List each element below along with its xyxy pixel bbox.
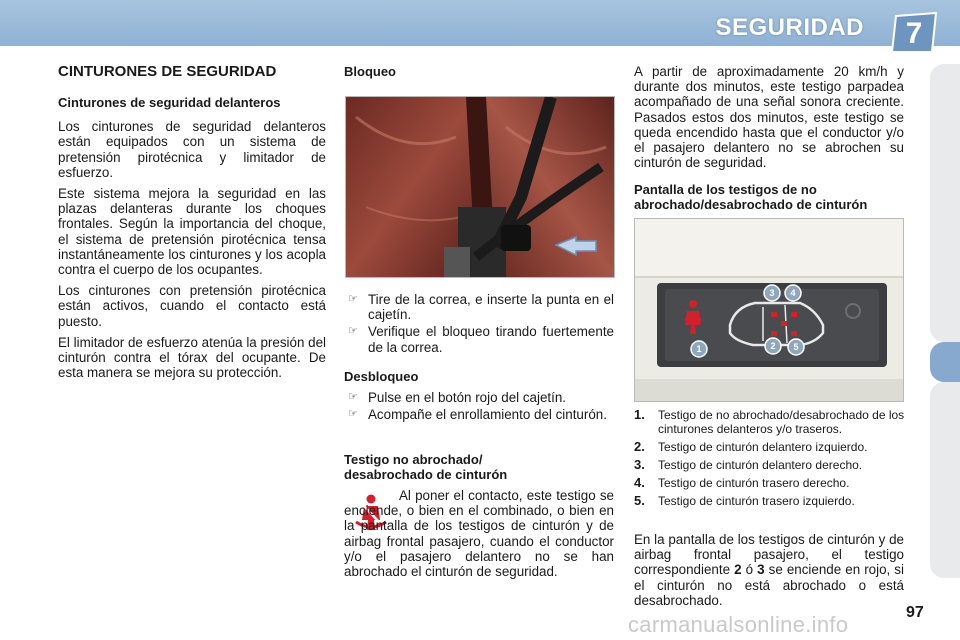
side-tab[interactable] <box>930 64 960 342</box>
svg-text:5: 5 <box>793 342 799 352</box>
legend-item: 4. Testigo de cinturón trasero derecho. <box>634 475 850 490</box>
column-middle <box>344 64 614 79</box>
section-title: CINTURONES DE SEGURIDAD <box>58 63 277 80</box>
paragraph: El limitador de esfuerzo atenúa la presión del cinturón contra el tórax del ocupante. De esta manera se mejora su protección. <box>58 334 326 381</box>
heading-pantalla: Pantalla de los testigos de no abrochado/desabrochado de cinturón <box>634 182 868 213</box>
svg-text:2: 2 <box>770 341 776 351</box>
legend-item: 5. Testigo de cinturón trasero izquierdo. <box>634 493 855 508</box>
side-tab-active[interactable] <box>930 342 960 382</box>
side-tab[interactable] <box>930 382 960 578</box>
header-bar <box>0 0 960 46</box>
page-number: 97 <box>906 604 924 621</box>
heading-desbloqueo: Desbloqueo <box>344 368 419 384</box>
chapter-title: SEGURIDAD <box>715 14 864 41</box>
chapter-badge <box>890 12 938 54</box>
column-middle-text <box>344 292 614 482</box>
column-right <box>634 64 904 212</box>
pointer-icon: ☞ <box>348 325 358 338</box>
paragraph: Los cinturones con pretensión pirotécnica están activos, cuando el contacto está puesto. <box>58 283 326 329</box>
svg-text:4: 4 <box>790 288 796 298</box>
legend-item: 3. Testigo de cinturón delantero derecho. <box>634 457 863 472</box>
bullet-item: ☞ Acompañe el enrollamiento del cinturón. <box>348 407 607 423</box>
heading-testigo: Testigo no abrochado/ desabrochado de cinturón <box>344 452 508 483</box>
legend-list <box>634 408 906 508</box>
warning-display-photo <box>634 218 904 402</box>
heading-bloqueo: Bloqueo <box>344 64 396 79</box>
pointer-icon: ☞ <box>348 390 358 403</box>
watermark: carmanualsonline.info <box>628 612 849 637</box>
column-left <box>58 64 326 380</box>
legend-item: 2. Testigo de cinturón delantero izquierdo. <box>634 439 868 454</box>
paragraph: Este sistema mejora la seguridad en las plazas delanteras durante los choques frontales. Según la importancia del choque, el sistema de pretensión pirotécnica tensa instantáneamente los cinturones y los acopla contra el cuerpo de los ocupantes. <box>58 186 326 278</box>
testigo-paragraph: Al poner el contacto, este testigo se enciende, o bien en el combinado, o bien en la pantalla de los testigos de cinturón y de airbag frontal pasajero, cuando el conductor y/o el pasajero delantero no se han abrochado el cinturón de seguridad. <box>344 488 614 580</box>
seatbelt-photo <box>345 96 615 278</box>
chapter-number: 7 <box>905 17 923 50</box>
column-right-bottom <box>634 532 904 608</box>
svg-text:1: 1 <box>696 344 702 354</box>
paragraph: A partir de aproximadamente 20 km/h y durante dos minutos, este testigo parpadea acompañado de una señal sonora creciente. Pasados estos dos minutos, este testigo se queda encendido hasta que el conductor y/o el pasajero delantero no se abrochen su cinturón de seguridad. <box>634 64 904 171</box>
bullet-item: ☞ Pulse en el botón rojo del cajetín. <box>348 389 567 405</box>
paragraph: Los cinturones de seguridad delanteros están equipados con un sistema de pretensión pirotécnica y limitador de esfuerzo. <box>58 119 326 180</box>
subsection-title: Cinturones de seguridad delanteros <box>58 95 281 111</box>
paragraph: En la pantalla de los testigos de cinturón y de airbag frontal pasajero, el testigo correspondiente 2 ó 3 se enciende en rojo, si el cinturón no está abrochado o está desabrochado. <box>634 532 904 608</box>
bullet-item: ☞ Tire de la correa, e inserte la punta en el cajetín. <box>348 292 614 323</box>
pointer-icon: ☞ <box>348 293 358 305</box>
legend-item: 1. Testigo de no abrochado/desabrochado de los cinturones delanteros y/o traseros. <box>634 407 905 436</box>
svg-text:3: 3 <box>769 288 775 298</box>
pointer-icon: ☞ <box>348 408 358 421</box>
bullet-item: ☞ Verifique el bloqueo tirando fuertemente de la correa. <box>348 324 614 355</box>
